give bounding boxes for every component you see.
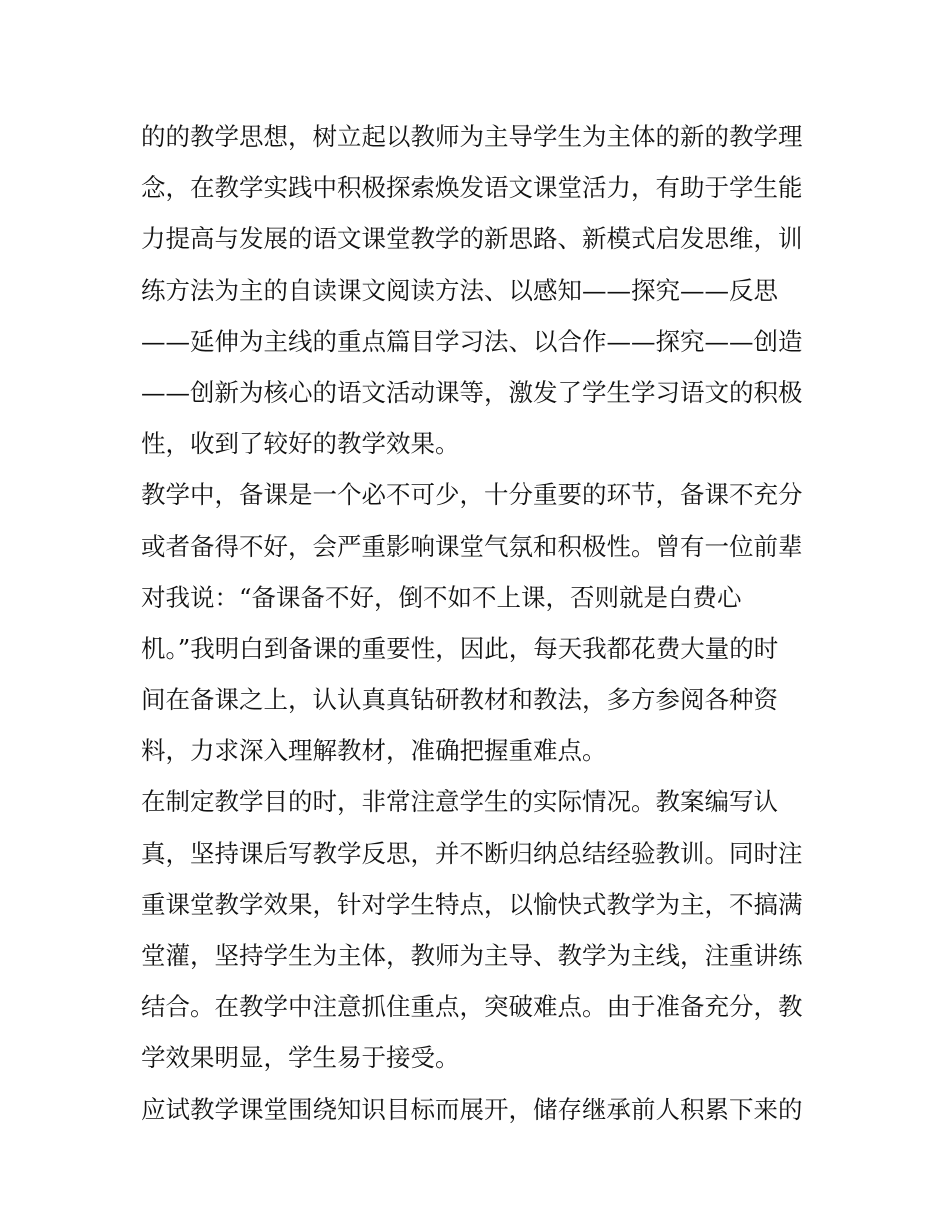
text-line: ——延伸为主线的重点篇目学习法、以合作——探究——创造 [141,326,803,356]
text-line: 的的教学思想，树立起以教师为主导学生为主体的新的教学理 [141,122,803,151]
text-line: 力提高与发展的语文课堂教学的新思路、新模式启发思维，训 [141,224,803,254]
text-line: 重课堂教学效果，针对学生特点，以愉快式教学为主，不搞满 [141,889,803,919]
text-line: 应试教学课堂围绕知识目标而展开，储存继承前人积累下来的 [141,1094,803,1124]
text-line: 对我说：“备课备不好，倒不如不上课，否则就是白费心 [141,582,742,612]
text-line: 堂灌，坚持学生为主体，教师为主导、教学为主线，注重讲练 [141,941,803,970]
text-line: 结合。在教学中注意抓住重点，突破难点。由于准备充分，教 [141,992,803,1022]
text-line: 念，在教学实践中积极探索焕发语文课堂活力，有助于学生能 [141,173,803,203]
text-line: 间在备课之上，认认真真钻研教材和教法，多方参阅各种资 [141,685,778,715]
text-line: 机。”我明白到备课的重要性，因此，每天我都花费大量的时 [141,633,779,663]
text-line: 料，力求深入理解教材，准确把握重难点。 [141,736,607,766]
text-line: ——创新为核心的语文活动课等，激发了学生学习语文的积极 [141,377,803,407]
text-line: 学效果明显，学生易于接受。 [141,1043,460,1073]
text-line: 或者备得不好，会严重影响课堂气氛和积极性。曾有一位前辈 [141,531,803,561]
text-line: 性，收到了较好的教学效果。 [141,429,460,459]
text-line: 教学中，备课是一个必不可少，十分重要的环节，备课不充分 [141,480,803,510]
body-text [141,111,831,1135]
text-line: 真，坚持课后写教学反思，并不断归纳总结经验教训。同时注 [141,838,803,868]
text-line: 练方法为主的自读课文阅读方法、以感知——探究——反思 [141,275,778,305]
text-line: 在制定教学目的时，非常注意学生的实际情况。教案编写认 [141,787,778,817]
